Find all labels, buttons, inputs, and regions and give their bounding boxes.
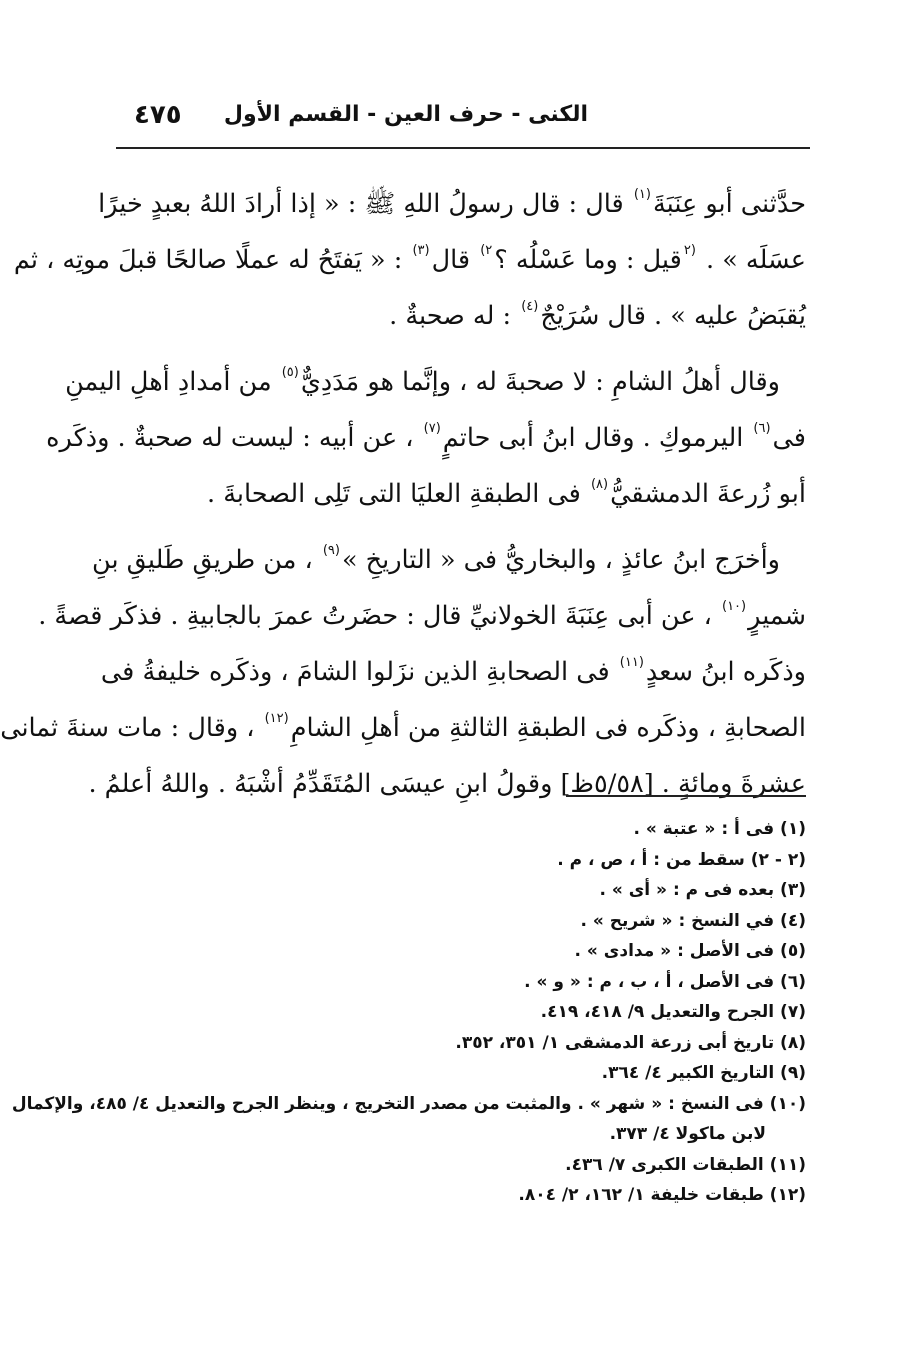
footnote: (٨) تاريخ أبى زرعة الدمشقى ١/ ٣٥١، ٣٥٢. — [455, 1032, 806, 1053]
footnote-marker: (١٠) — [722, 599, 747, 614]
footnote: (١٢) طبقات خليفة ١/ ١٦٢، ٢/ ٨٠٤. — [518, 1185, 806, 1205]
footnote-marker: (٣) — [412, 243, 430, 258]
paragraph-2 — [46, 354, 806, 522]
footnote-marker: (٧) — [423, 421, 441, 436]
text-run: وأخرَج ابنُ عائذٍ ، والبخاريُّ فى « التاريخِ » — [341, 545, 780, 575]
footnote-marker: (٥) — [281, 365, 299, 380]
footnote: (٢ - ٢) سقط من : أ ، ص ، م . — [557, 849, 806, 870]
footnote-marker: (١) — [633, 187, 651, 202]
page-header — [116, 96, 810, 142]
text-run: يُقبَضُ عليه » . قال سُرَيْجٌ — [540, 301, 806, 331]
page-number: ٤٧٥ — [134, 100, 182, 130]
text-run: : « يَفتَحُ له عملًا صالحًا قبلَ موتِه ، ثم — [13, 245, 411, 275]
footnote: (٩) التاريخ الكبير ٤/ ٣٦٤. — [601, 1063, 806, 1083]
footnote-continuation: لابن ماكولا ٤/ ٣٧٣. — [609, 1124, 766, 1144]
text-run: قيل : وما عَسْلُه ؟ — [494, 245, 682, 275]
text-run: فى الطبقةِ العليَا التى تَلِى الصحابةَ . — [207, 479, 589, 509]
text-line — [65, 354, 806, 410]
text-line — [98, 176, 806, 232]
text-run: : له صحبةٌ . — [389, 301, 520, 331]
footnote-marker: (١١) — [619, 655, 644, 670]
footnote: (٣) بعده فى م : « أى » . — [599, 880, 806, 900]
text-run: من أمدادِ أهلِ اليمنِ — [65, 367, 280, 397]
footnote: (٧) الجرح والتعديل ٩/ ٤١٨، ٤١٩. — [540, 1002, 806, 1022]
text-run: ، وقال : مات سنةَ ثمانى — [0, 713, 263, 743]
footnote: (١٠) فى النسخ : « شهر » . والمثبت من مصدر التخريج ، وينظر الجرح والتعديل ٤/ ٤٨٥، والإكمال — [11, 1093, 806, 1114]
footnote-marker: (١٢) — [264, 711, 289, 726]
footnote: (١١) الطبقات الكبرى ٧/ ٤٣٦. — [565, 1154, 806, 1175]
text-run: أبو زُرعةَ الدمشقيُّ — [610, 479, 806, 509]
text-run: عسَلَه » . — [697, 245, 806, 275]
footnote: (٥) فى الأصل : « مدادى » . — [574, 941, 806, 961]
text-run: الصحابةِ ، وذكَره فى الطبقةِ الثالثةِ من أهلِ الشامِ — [290, 713, 806, 743]
footnote-separator — [566, 795, 806, 797]
footnote-marker: ٢) — [480, 243, 493, 258]
header-rule — [116, 147, 810, 149]
text-run: ، من طريقِ طَليقِ بنِ — [92, 545, 321, 575]
text-run: حدَّثنى أبو عِنَبَةَ — [652, 189, 806, 219]
text-run: شميرٍ — [748, 601, 806, 631]
footnote-marker: (٦) — [753, 421, 771, 436]
footnotes — [11, 814, 806, 1211]
text-run: فى الصحابةِ الذين نزَلوا الشامَ ، وذكَره خليفةُ فى — [100, 657, 618, 687]
text-run: ، عن أبيه : ليست له صحبةٌ . وذكَره — [46, 423, 422, 453]
footnote-marker: (٢ — [683, 243, 696, 258]
text-line — [92, 532, 806, 588]
text-run: قال : قال رسولُ اللهِ ﷺ : « إذا أرادَ اللهُ بعبدٍ خيرًا — [98, 189, 632, 219]
footnote: (٦) فى الأصل ، أ ، ب ، م : « و » . — [524, 971, 806, 992]
footnote: (٤) في النسخ : « شريح » . — [580, 910, 806, 931]
text-line — [118, 288, 806, 344]
footnote-marker: (٨) — [590, 477, 609, 492]
text-line: عشرةَ ومائةٍ . [٥/٥٨ظ] وقولُ ابنِ عيسَى المُتَقَدِّمُ أشْبَهُ . واللهُ أعلمُ . — [88, 769, 806, 799]
paragraph-1 — [13, 176, 806, 344]
footnote-marker: (٤) — [521, 299, 539, 314]
text-line — [0, 700, 806, 756]
text-line — [100, 644, 806, 700]
footnote-marker: (٩) — [322, 543, 340, 558]
text-run: فى — [772, 423, 806, 453]
text-run: وقال أهلُ الشامِ : لا صحبةَ له ، وإنَّما هو مَدَدِيٌّ — [300, 367, 780, 397]
text-line — [118, 466, 806, 522]
text-run: قال — [431, 245, 479, 275]
main-text — [0, 176, 806, 822]
footnote: (١) فى أ : « عتبة » . — [633, 819, 806, 839]
paragraph-3 — [0, 532, 806, 812]
running-title: الكنى - حرف العين - القسم الأول — [223, 102, 588, 127]
text-run: ، عن أبى عِنَبَةَ الخولانيِّ قال : حضَرتُ عمرَ بالجابيةِ . فذكَر قصةً . — [38, 601, 720, 631]
text-run: وذكَره ابنُ سعدٍ — [645, 657, 806, 687]
text-line — [38, 588, 806, 644]
text-line — [46, 410, 806, 466]
text-run: اليرموكِ . وقال ابنُ أبى حاتمٍ — [442, 423, 752, 453]
text-line — [13, 232, 806, 288]
